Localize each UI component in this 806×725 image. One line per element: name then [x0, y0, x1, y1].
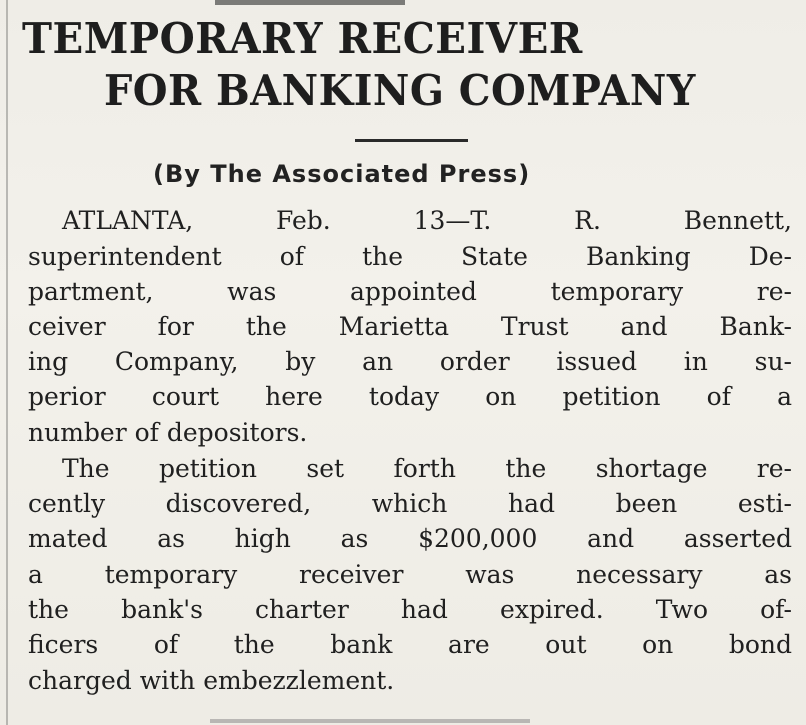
- headline-line-1: TEMPORARY RECEIVER: [22, 14, 583, 63]
- article-line: mated as high as $200,000 and asserted: [28, 524, 792, 553]
- article-line: a temporary receiver was necessary as: [28, 560, 792, 589]
- bottom-rule: [210, 719, 530, 723]
- article-line: charged with embezzlement.: [28, 666, 395, 695]
- article-line: ing Company, by an order issued in su-: [28, 347, 792, 376]
- column-rule: [6, 0, 8, 725]
- headline-divider: [355, 139, 468, 142]
- top-rule: [215, 0, 405, 5]
- byline: (By The Associated Press): [153, 160, 531, 188]
- article-line: partment, was appointed temporary re-: [28, 277, 792, 306]
- article-line: cently discovered, which had been esti-: [28, 489, 792, 518]
- article-line: the bank's charter had expired. Two of-: [28, 595, 792, 624]
- article-line: ceiver for the Marietta Trust and Bank-: [28, 312, 792, 341]
- article-line: perior court here today on petition of a: [28, 382, 792, 411]
- article-line: ATLANTA, Feb. 13—T. R. Bennett,: [62, 206, 792, 235]
- article-line: superintendent of the State Banking De-: [28, 242, 792, 271]
- article-line: ficers of the bank are out on bond: [28, 630, 792, 659]
- article-line: number of depositors.: [28, 418, 308, 447]
- headline-line-2: FOR BANKING COMPANY: [104, 66, 696, 115]
- article-line: The petition set forth the shortage re-: [62, 454, 792, 483]
